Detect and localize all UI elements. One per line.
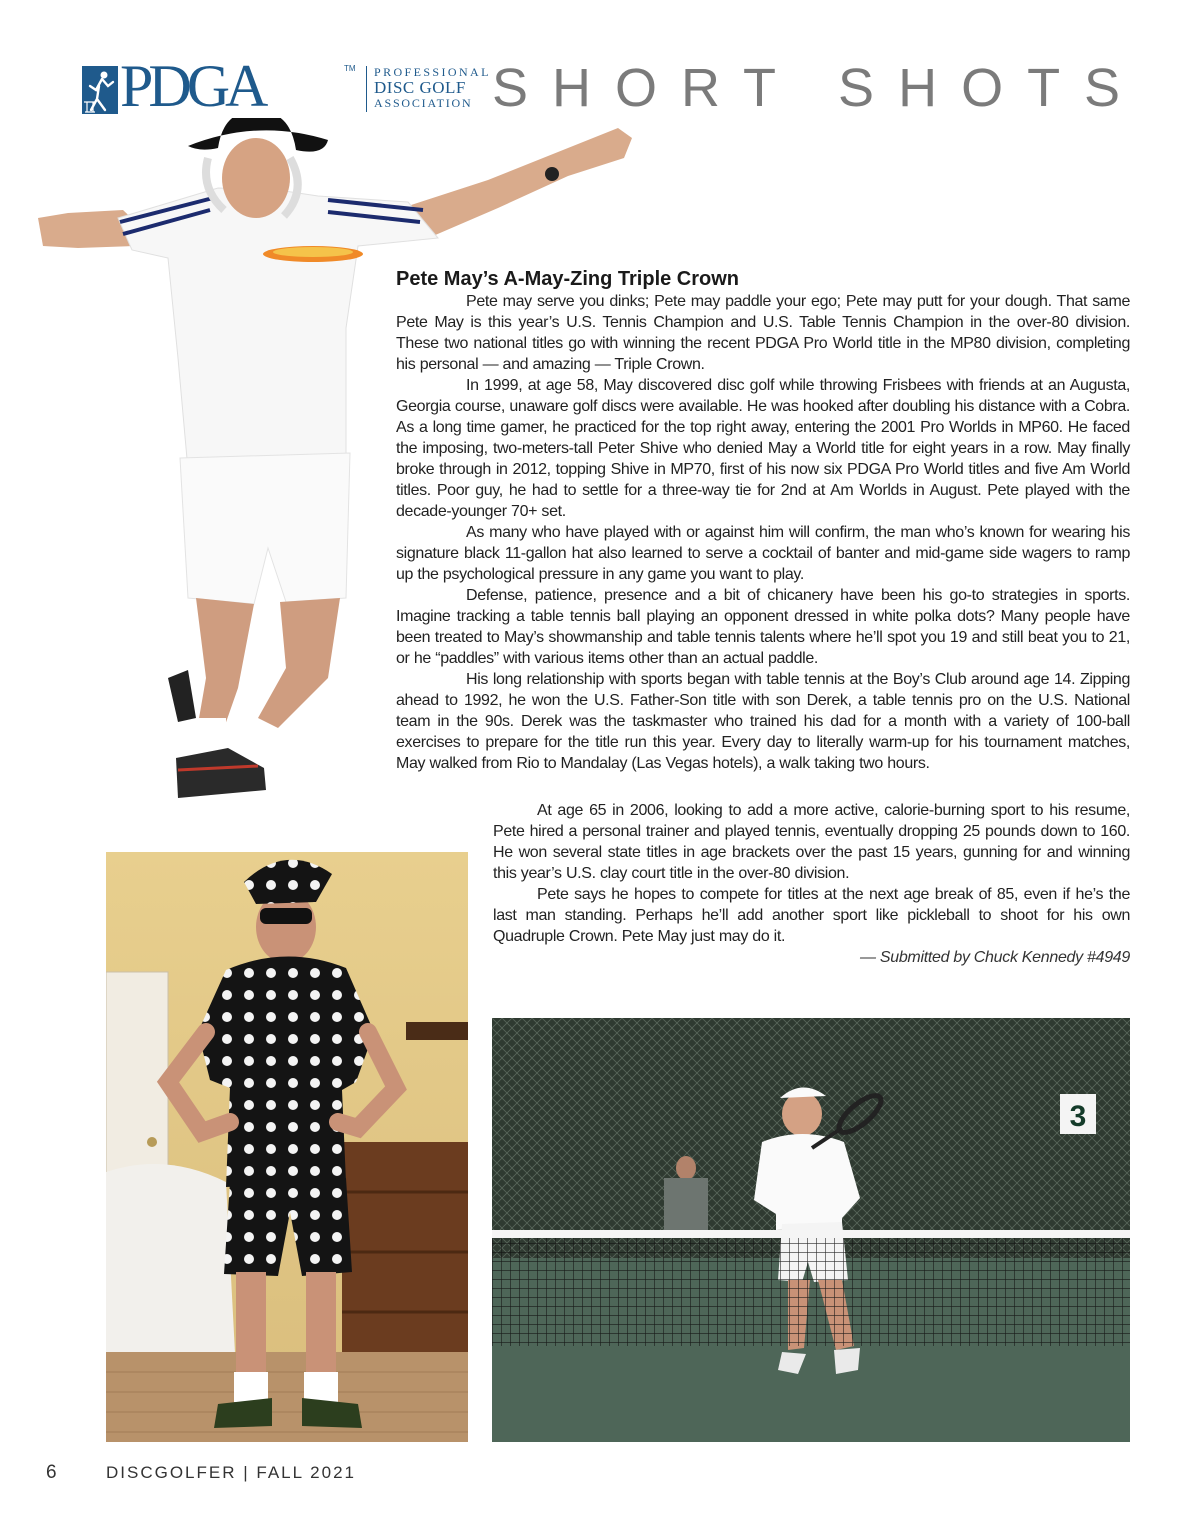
publication-issue: DISCGOLFER | FALL 2021 bbox=[106, 1463, 356, 1482]
article-paragraph: As many who have played with or against him will confirm, the man who’s known for wearing his signature black 11-gallon hat also learned to serve a cocktail of banter and mid-game side wagers to ramp up the psychological pressure in any game you want to play. bbox=[396, 524, 1130, 583]
article-headline: Pete May’s A-May-Zing Triple Crown bbox=[396, 268, 740, 290]
logo-letters: PDGA bbox=[120, 53, 264, 119]
article-paragraph: Defense, patience, presence and a bit of chicanery have been his go-to strategies in sports. Imagine tracking a table tennis ball playing an opponent dressed in white polka dots? Many people have been treated to May’s showmanship and table tennis talents where he’ll spot you 19 and still beat you to 21, or he “paddles” with various items other than an actual paddle. bbox=[396, 587, 1130, 667]
trademark-mark: TM bbox=[344, 64, 356, 73]
court-number: 3 bbox=[1069, 1100, 1087, 1133]
pdga-logo bbox=[82, 53, 491, 119]
article-paragraph: Pete may serve you dinks; Pete may paddle your ego; Pete may putt for your dough. That same Pete May is this year’s U.S. Tennis Champion and U.S. Table Tennis Champion in the over-80 division. These two national titles go with winning the recent PDGA Pro World title in the MP80 division, completing his personal — and amazing — Triple Crown. bbox=[396, 293, 1130, 373]
page-number: 6 bbox=[46, 1462, 57, 1483]
logo-line-3: ASSOCIATION bbox=[374, 96, 473, 110]
logo-line-1: PROFESSIONAL bbox=[374, 65, 491, 79]
logo-divider bbox=[366, 66, 367, 112]
article-body-wide bbox=[396, 291, 1130, 774]
photo-polka-dot-outfit bbox=[106, 852, 468, 1442]
article-paragraph: In 1999, at age 58, May discovered disc golf while throwing Frisbees with friends at an Augusta, Georgia course, unaware golf discs were available. He was hooked after doubling his distance with a Cobra. As a long time gamer, he practiced for the top right away, entering the 2001 Pro Worlds in MP60. He faced the imposing, two-meters-tall Peter Shive who denied May a World title for eight years in a row. May finally broke through in 2012, topping Shive in MP70, first of his now six PDGA Pro World titles and five Am World titles. Poor guy, he had to settle for a three-way tie for 2nd at Am Worlds in August. Pete played with the decade-younger 70+ set. bbox=[396, 377, 1130, 520]
article-paragraph: Pete says he hopes to compete for titles at the next age break of 85, even if he’s the last man standing. Perhaps he’ll add another sport like pickleball to shoot for his own Quadruple Crown. Pete May just may do it. bbox=[493, 886, 1130, 945]
section-title: SHORT SHOTS bbox=[492, 58, 1145, 118]
article-paragraph: His long relationship with sports began with table tennis at the Boy’s Club around age 14. Zipping ahead to 1992, he won the U.S. Father-Son title with son Derek, a table tennis pro on the U.S. National team in the 90s. Derek was the taskmaster who trained his dad for a month with a variety of 100-ball exercises to prepare for the title run this year. Every day to literally warm-up for his tournament matches, May walked from Rio to Mandalay (Las Vegas hotels), a walk taking two hours. bbox=[396, 671, 1130, 772]
logo-wordmark bbox=[374, 66, 491, 110]
page-footer bbox=[46, 1462, 356, 1484]
logo-line-2: DISC GOLF bbox=[374, 78, 466, 97]
article-paragraph: At age 65 in 2006, looking to add a more active, calorie-burning sport to his resume, Pete hired a personal trainer and played tennis, eventually dropping 25 pounds down to 160. He won several state titles in age brackets over the past 15 years, gunning for and winning this year’s U.S. clay court title in the over-80 division. bbox=[493, 802, 1130, 882]
photo-tennis-court bbox=[492, 1018, 1130, 1442]
disc-golfer-icon bbox=[82, 66, 118, 114]
article-body-narrow bbox=[493, 800, 1130, 968]
article-credit: — Submitted by Chuck Kennedy #4949 bbox=[860, 949, 1130, 966]
